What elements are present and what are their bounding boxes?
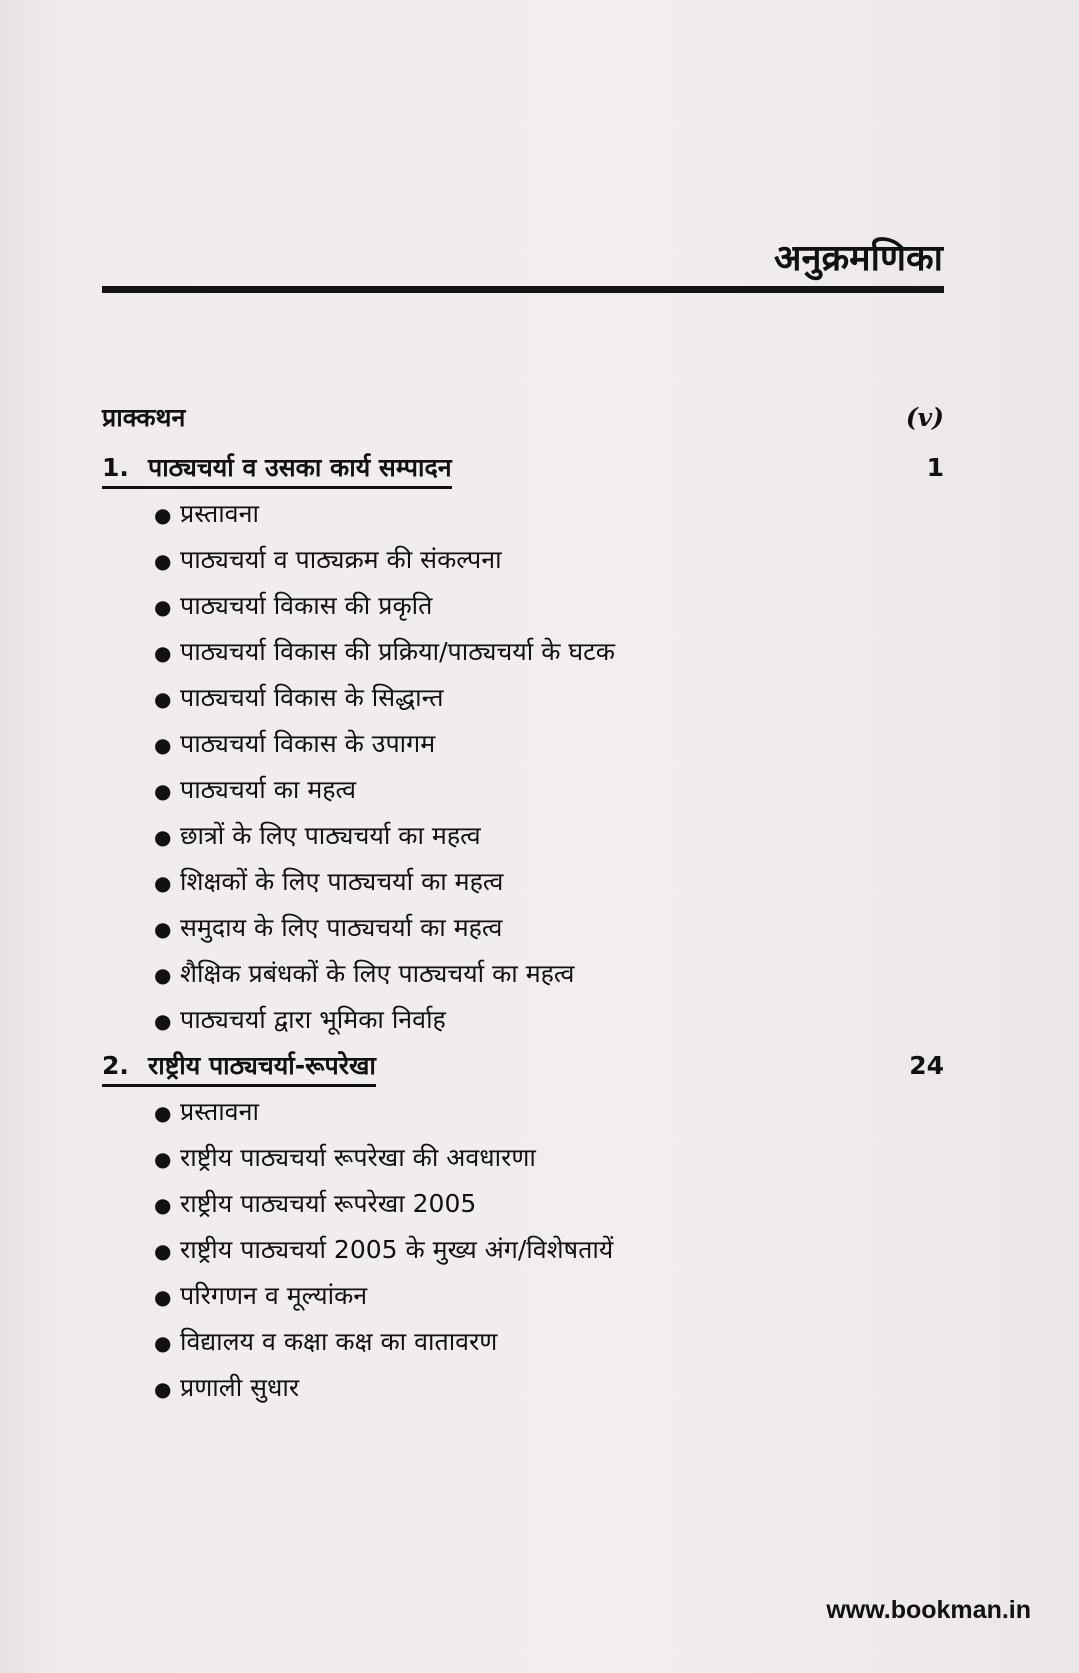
toc-topic xyxy=(154,1181,944,1227)
page-title: अनुक्रमणिका xyxy=(774,238,943,279)
topic-text: छात्रों के लिए पाठ्यचर्या का महत्व xyxy=(180,821,481,850)
topic-text: पाठ्यचर्या विकास के सिद्धान्त xyxy=(180,683,444,712)
toc-topic xyxy=(154,951,944,997)
chapter-number: 1. xyxy=(102,453,129,482)
topic-text: परिगणन व मूल्यांकन xyxy=(180,1281,368,1310)
topic-text: प्रस्तावना xyxy=(180,1097,259,1126)
bullet-icon: ● xyxy=(154,1331,172,1355)
topic-text: पाठ्यचर्या का महत्व xyxy=(180,775,357,804)
toc-topic xyxy=(154,1365,944,1411)
bullet-icon: ● xyxy=(154,825,172,849)
topic-text: पाठ्यचर्या विकास के उपागम xyxy=(180,729,436,758)
bullet-icon: ● xyxy=(154,1239,172,1263)
bullet-icon: ● xyxy=(154,503,172,527)
topic-text: प्रणाली सुधार xyxy=(180,1373,300,1402)
preface-label: प्राक्कथन xyxy=(102,403,186,432)
toc-topic xyxy=(154,905,944,951)
bullet-icon: ● xyxy=(154,1285,172,1309)
topic-text: पाठ्यचर्या विकास की प्रकृति xyxy=(180,591,433,620)
bullet-icon: ● xyxy=(154,871,172,895)
chapter-1-topics xyxy=(154,491,944,1043)
toc-preface-entry[interactable] xyxy=(102,395,944,441)
chapter-title-text: पाठ्यचर्या व उसका कार्य सम्पादन xyxy=(148,453,452,482)
bullet-icon: ● xyxy=(154,779,172,803)
bullet-icon: ● xyxy=(154,1377,172,1401)
toc-topic xyxy=(154,997,944,1043)
toc-topic xyxy=(154,1135,944,1181)
chapter-page-number: 1 xyxy=(926,453,944,482)
chapter-number: 2. xyxy=(102,1051,129,1080)
topic-text: पाठ्यचर्या व पाठ्यक्रम की संकल्पना xyxy=(180,545,502,574)
topic-text: विद्यालय व कक्षा कक्ष का वातावरण xyxy=(180,1327,498,1356)
toc-topic xyxy=(154,1227,944,1273)
topic-text: प्रस्तावना xyxy=(180,499,259,528)
chapter-title xyxy=(102,1048,376,1087)
bullet-icon: ● xyxy=(154,687,172,711)
topic-text: शैक्षिक प्रबंधकों के लिए पाठ्यचर्या का महत्व xyxy=(180,959,575,988)
toc-topic xyxy=(154,1319,944,1365)
bullet-icon: ● xyxy=(154,641,172,665)
bullet-icon: ● xyxy=(154,1147,172,1171)
topic-text: राष्ट्रीय पाठ्यचर्या रूपरेखा 2005 xyxy=(180,1189,477,1218)
bullet-icon: ● xyxy=(154,963,172,987)
toc-topic xyxy=(154,721,944,767)
topic-text: समुदाय के लिए पाठ्यचर्या का महत्व xyxy=(180,913,503,942)
topic-text: राष्ट्रीय पाठ्यचर्या रूपरेखा की अवधारणा xyxy=(180,1143,536,1172)
toc-topic xyxy=(154,859,944,905)
toc-chapter-1[interactable] xyxy=(102,445,944,491)
bullet-icon: ● xyxy=(154,1101,172,1125)
toc-chapter-2[interactable] xyxy=(102,1043,944,1089)
toc-topic xyxy=(154,629,944,675)
table-of-contents xyxy=(102,395,944,1411)
title-divider xyxy=(102,286,944,293)
bullet-icon: ● xyxy=(154,595,172,619)
bullet-icon: ● xyxy=(154,917,172,941)
topic-text: पाठ्यचर्या विकास की प्रक्रिया/पाठ्यचर्या के घटक xyxy=(180,637,615,666)
toc-topic xyxy=(154,491,944,537)
bullet-icon: ● xyxy=(154,1009,172,1033)
chapter-title-text: राष्ट्रीय पाठ्यचर्या-रूपरेखा xyxy=(148,1051,376,1080)
chapter-title xyxy=(102,450,452,489)
chapter-page-number: 24 xyxy=(909,1051,944,1080)
chapter-2-topics xyxy=(154,1089,944,1411)
bullet-icon: ● xyxy=(154,549,172,573)
toc-topic xyxy=(154,537,944,583)
topic-text: पाठ्यचर्या द्वारा भूमिका निर्वाह xyxy=(180,1005,446,1034)
toc-topic xyxy=(154,675,944,721)
bullet-icon: ● xyxy=(154,733,172,757)
topic-text: शिक्षकों के लिए पाठ्यचर्या का महत्व xyxy=(180,867,504,896)
toc-topic xyxy=(154,813,944,859)
toc-topic xyxy=(154,583,944,629)
topic-text: राष्ट्रीय पाठ्यचर्या 2005 के मुख्य अंग/विशेषतायें xyxy=(180,1235,614,1264)
toc-topic xyxy=(154,1273,944,1319)
toc-topic xyxy=(154,767,944,813)
website-watermark: www.bookman.in xyxy=(826,1596,1031,1624)
bullet-icon: ● xyxy=(154,1193,172,1217)
toc-topic xyxy=(154,1089,944,1135)
preface-page-number: (v) xyxy=(905,403,944,432)
